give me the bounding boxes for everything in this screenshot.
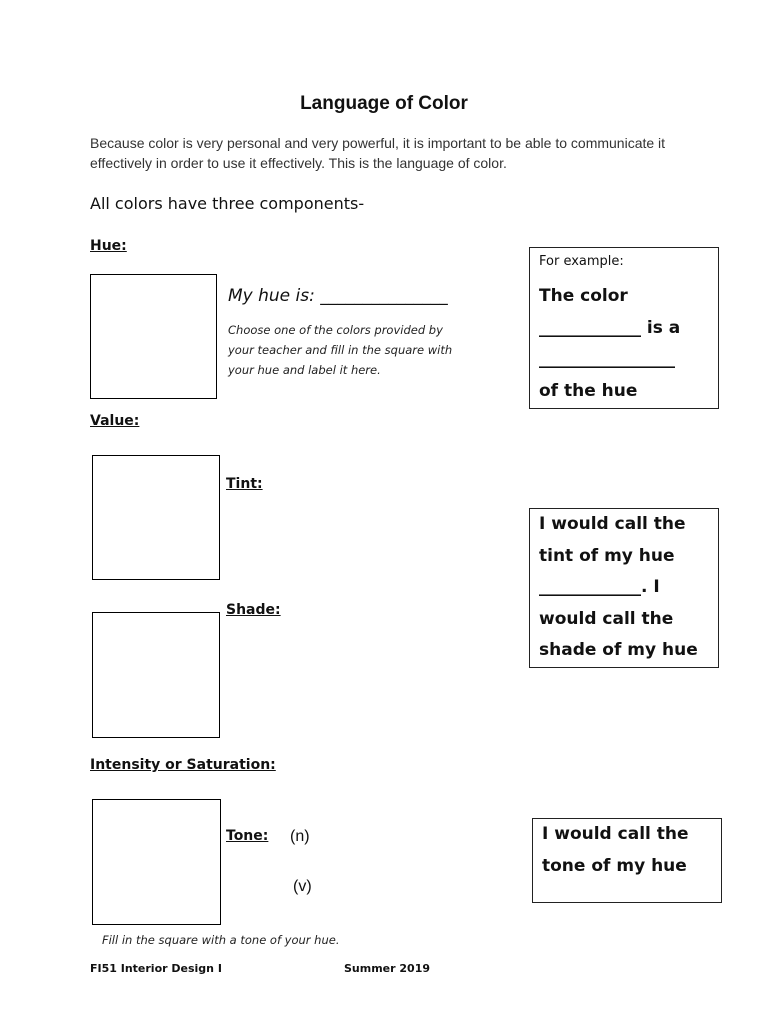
hue-instructions: Choose one of the colors provided by your teacher and fill in the square with your hue and label it here. [228, 323, 453, 377]
tone-noun: (n) [290, 828, 310, 845]
tint-shade-text [539, 509, 717, 667]
footer-course: FI51 Interior Design I [90, 962, 222, 975]
tone-box-line: I would call the [542, 824, 689, 844]
hue-square[interactable] [90, 274, 217, 399]
components-heading: All colors have three components- [90, 194, 365, 213]
example-line: ________________ [539, 349, 675, 369]
footer-term: Summer 2019 [344, 962, 431, 975]
tint-shade-box [529, 508, 719, 668]
example-text [539, 281, 714, 407]
tint-square[interactable] [92, 455, 220, 580]
hue-prompt: My hue is: _______________ [228, 286, 448, 306]
tone-box-text [542, 819, 720, 882]
shade-square[interactable] [92, 612, 220, 738]
example-label: For example: [539, 254, 624, 269]
tint-label: Tint: [226, 476, 263, 492]
value-heading: Value: [90, 413, 140, 429]
tint-shade-line: would call the [539, 608, 674, 629]
example-line: The color [539, 286, 628, 306]
tone-instructions: Fill in the square with a tone of your hue. [102, 933, 340, 947]
tone-box-line: tone of my hue [542, 855, 687, 876]
tint-shade-line: I would call the [539, 514, 686, 534]
tone-box [532, 818, 722, 903]
example-line: ____________ is a [539, 317, 681, 338]
intro-paragraph: Because color is very personal and very powerful, it is important to be able to communicate it effectively in order to use it effectively. This is the language of color. [90, 135, 666, 171]
tone-square[interactable] [92, 799, 221, 925]
shade-label: Shade: [226, 602, 281, 618]
hue-heading: Hue: [90, 238, 127, 254]
tone-label: Tone: [226, 828, 269, 844]
tint-shade-line: tint of my hue [539, 545, 675, 566]
tint-shade-line: ____________. I [539, 577, 660, 597]
tint-shade-line: shade of my hue [539, 640, 698, 660]
example-box [529, 247, 719, 409]
page-title: Language of Color [300, 93, 468, 114]
example-line: of the hue [539, 380, 638, 401]
intensity-heading: Intensity or Saturation: [90, 757, 276, 773]
tone-verb: (v) [293, 878, 312, 895]
